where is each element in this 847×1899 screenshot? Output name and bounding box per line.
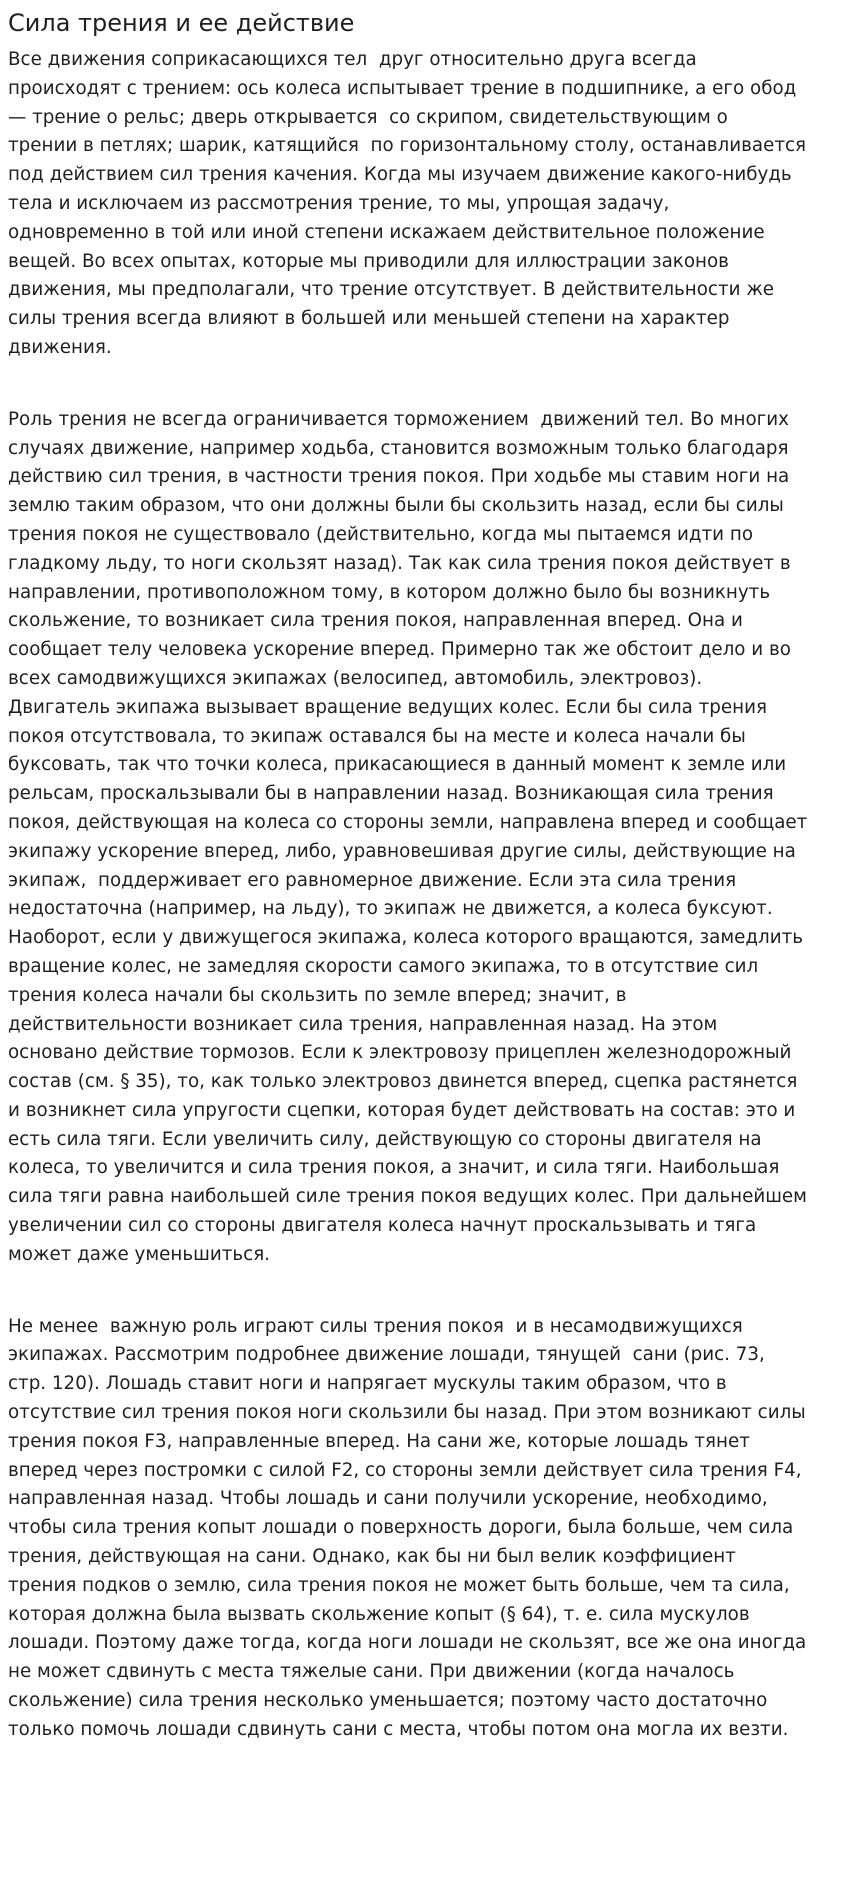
paragraph-spacer xyxy=(8,363,847,406)
paragraph-friction-role: Роль трения не всегда ограничивается торможением движений тел. Во многих случаях движение, например ходьба, становится возможным только благодаря действию сил трения, в частности трения покоя. При ходьбе мы ставим ноги на землю таким образом, что они должны были бы скользить назад, если бы силы трения покоя не существовало (действительно, когда мы пытаемся идти по гладкому льду, то ноги скользят назад). Так как сила трения покоя действует в направлении, противоположном тому, в котором должно было бы возникнуть скольжение, то возникает сила трения покоя, направленная вперед. Она и сообщает телу человека ускорение вперед. Примерно так же обстоит дело и во всех самодвижущихся экипажах (велосипед, автомобиль, электровоз). Двигатель экипажа вызывает вращение ведущих колес. Если бы сила трения покоя отсутствовала, то экипаж оставался бы на месте и колеса начали бы буксовать, так что точки колеса, прикасающиеся в данный момент к земле или рельсам, проскальзывали бы в направлении назад. Возникающая сила трения покоя, действующая на колеса со стороны земли, направлена вперед и сообщает экипажу ускорение вперед, либо, уравновешивая другие силы, действующие на экипаж, поддерживает его равномерное движение. Если эта сила трения недостаточна (например, на льду), то экипаж не движется, а колеса буксуют. Наоборот, если у движущегося экипажа, колеса которого вращаются, замедлить вращение колес, не замедляя скорости самого экипажа, то в отсутствие сил трения колеса начали бы скользить по земле вперед; значит, в действительности возникает сила трения, направленная назад. На этом основано действие тормозов. Если к электровозу прицеплен железнодорожный состав (см. § 35), то, как только электровоз двинется вперед, сцепка растянется и возникнет сила упругости сцепки, которая будет действовать на состав: это и есть сила тяги. Если увеличить силу, действующую со стороны двигателя на колеса, то увеличится и сила трения покоя, а значит, и сила тяги. Наибольшая сила тяги равна наибольшей силе трения покоя ведущих колес. При дальнейшем увеличении сил со стороны двигателя колеса начнут проскальзывать и тяга может даже уменьшиться. xyxy=(8,408,808,1265)
article xyxy=(8,8,847,1745)
paragraph-friction-intro: Все движения соприкасающихся тел друг относительно друга всегда происходят с трением: ось колеса испытывает трение в подшипнике, а его обод — трение о рельс; дверь открывается со скрипом, свидетельствующим о трении в петлях; шарик, катящийся по горизонтальному столу, останавливается под действием сил трения качения. Когда мы изучаем движение какого-нибудь тела и исключаем из рассмотрения трение, то мы, упрощая задачу, одновременно в той или иной степени искажаем действительное положение вещей. Во всех опытах, которые мы приводили для иллюстрации законов движения, мы предполагали, что трение отсутствует. В действительности же силы трения всегда влияют в большей или меньшей степени на характер движения. xyxy=(8,49,807,358)
paragraph-horse-sled: Не менее важную роль играют силы трения покоя и в несамодвижущихся экипажах. Рассмотрим подробнее движение лошади, тянущей сани (рис. 73, стр. 120). Лошадь ставит ноги и напрягает мускулы таким образом, что в отсутствие сил трения покоя ноги скользили бы назад. При этом возникают силы трения покоя F3, направленные вперед. На сани же, которые лошадь тянет вперед через постромки с силой F2, со стороны земли действует сила трения F4, направленная назад. Чтобы лошадь и сани получили ускорение, необходимо, чтобы сила трения копыт лошади о поверхность дороги, была больше, чем сила трения, действующая на сани. Однако, как бы ни был велик коэффициент трения подков о землю, сила трения покоя не может быть больше, чем та сила, которая должна была вызвать скольжение копыт (§ 64), т. е. сила мускулов лошади. Поэтому даже тогда, когда ноги лошади не скользят, все же она иногда не может сдвинуть с места тяжелые сани. При движении (когда началось скольжение) сила трения несколько уменьшается; поэтому часто достаточно только помочь лошади сдвинуть сани с места, чтобы потом она могла их везти. xyxy=(8,1315,807,1740)
article-title: Сила трения и ее действие xyxy=(8,9,355,37)
paragraph-spacer xyxy=(8,1270,847,1313)
